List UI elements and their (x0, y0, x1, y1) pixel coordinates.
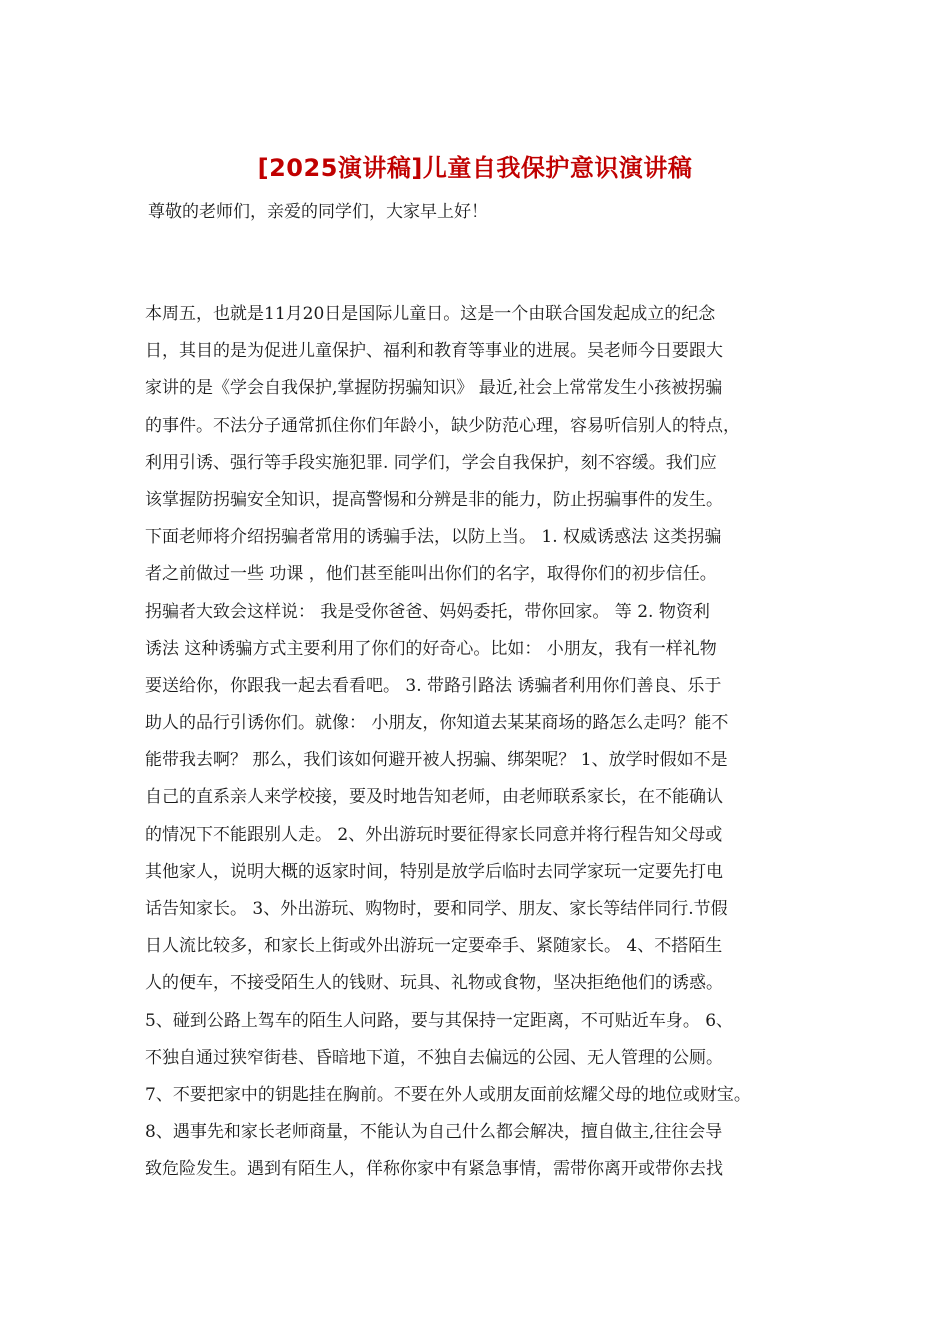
body-line: 日人流比较多，和家长上街或外出游玩一定要牵手、紧随家长。 4、不搭陌生 (145, 936, 723, 957)
body-line: 要送给你，你跟我一起去看看吧。 3. 带路引路法 诱骗者利用你们善良、乐于 (145, 675, 722, 696)
greeting-text: 尊敬的老师们，亲爱的同学们，大家早上好！ (148, 202, 488, 222)
body-line: 人的便车，不接受陌生人的钱财、玩具、礼物或食物，坚决拒绝他们的诱惑。 (145, 973, 723, 994)
body-line: 日，其目的是为促进儿童保护、福利和教育等事业的进展。吴老师今日要跟大 (145, 341, 723, 362)
body-text (145, 296, 835, 1189)
body-line: 自己的直系亲人来学校接，要及时地告知老师，由老师联系家长，在不能确认 (145, 787, 723, 808)
body-line: 7、不要把家中的钥匙挂在胸前。不要在外人或朋友面前炫耀父母的地位或财宝。 (145, 1084, 751, 1105)
body-line: 的情况下不能跟别人走。 2、外出游玩时要征得家长同意并将行程告知父母或 (145, 824, 723, 845)
body-line: 诱法 这种诱骗方式主要利用了你们的好奇心。比如： 小朋友，我有一样礼物 (145, 638, 717, 659)
body-line: 不独自通过狭窄街巷、昏暗地下道，不独自去偏远的公园、无人管理的公厕。 (145, 1047, 723, 1068)
body-line: 者之前做过一些 功课 ，他们甚至能叫出你们的名字，取得你们的初步信任。 (145, 564, 717, 585)
body-line: 拐骗者大致会这样说： 我是受你爸爸、妈妈委托，带你回家。 等 2. 物资利 (145, 601, 710, 622)
body-line: 利用引诱、强行等手段实施犯罪. 同学们，学会自我保护，刻不容缓。我们应 (145, 452, 717, 473)
body-line: 本周五，也就是11月20日是国际儿童日。这是一个由联合国发起成立的纪念 (145, 304, 716, 324)
body-line: 其他家人，说明大概的返家时间，特别是放学后临时去同学家玩一定要先打电 (145, 861, 723, 882)
body-line: 能带我去啊？ 那么，我们该如何避开被人拐骗、绑架呢？ 1、放学时假如不是 (145, 750, 728, 771)
body-line: 话告知家长。 3、外出游玩、购物时，要和同学、朋友、家长等结伴同行.节假 (145, 899, 728, 919)
body-line: 家讲的是《学会自我保护,掌握防拐骗知识》 最近,社会上常常发生小孩被拐骗 (145, 378, 723, 399)
body-line: 助人的品行引诱你们。就像： 小朋友，你知道去某某商场的路怎么走吗？能不 (145, 713, 729, 734)
body-line: 该掌握防拐骗安全知识，提高警惕和分辨是非的能力，防止拐骗事件的发生。 (145, 489, 723, 510)
document-title: [2025演讲稿]儿童自我保护意识演讲稿 (257, 154, 693, 182)
body-line: 致危险发生。遇到有陌生人，佯称你家中有紧急事情，需带你离开或带你去找 (145, 1159, 723, 1180)
body-line: 8、遇事先和家长老师商量，不能认为自己什么都会解决，擅自做主,往往会导 (145, 1122, 723, 1143)
body-line: 5、碰到公路上驾车的陌生人问路，要与其保持一定距离，不可贴近车身。 6、 (145, 1010, 734, 1031)
body-line: 下面老师将介绍拐骗者常用的诱骗手法，以防上当。 1. 权威诱惑法 这类拐骗 (145, 527, 722, 548)
body-line: 的事件。不法分子通常抓住你们年龄小，缺少防范心理，容易听信别人的特点， (145, 415, 740, 436)
